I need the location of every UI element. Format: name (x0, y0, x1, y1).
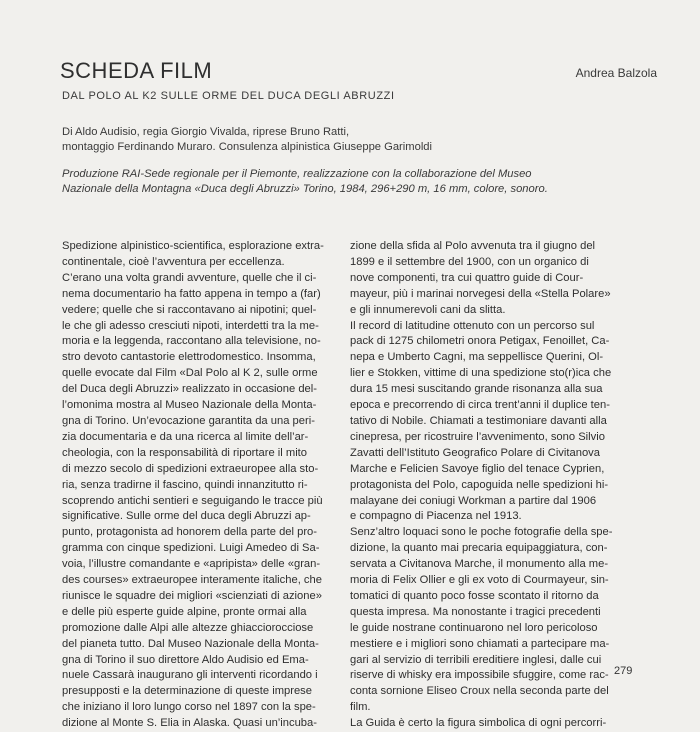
body-text-line: mestiere e i migliori sono chiamati a partecipare ma- (350, 637, 610, 650)
body-text-line: gna di Torino il suo direttore Aldo Audisio ed Ema- (62, 653, 309, 666)
body-text-line: ria, senza tradirne il fascino, quindi innanzitutto ri- (62, 478, 308, 491)
section-title: SCHEDA FILM (60, 58, 213, 83)
body-text-line: La Guida è certo la figura simbolica di ogni percorri- (350, 717, 607, 730)
body-text-line: mayeur, più i marinai norvegesi della «Stella Polare» (350, 287, 611, 300)
body-text-line: cheologia, con la responsabilità di riportare il mito (62, 446, 308, 459)
body-text-line: Spedizione alpinistico-scientifica, esplorazione extra- (62, 240, 324, 252)
body-text-line: protagonista del Polo, capoguida nelle spedizioni hi- (350, 478, 609, 491)
body-text-line: questa impresa. Ma nonostante i tragici precedenti (350, 605, 601, 618)
body-text-line: lier e Stokken, vittime di una spedizione sto(r)ica che (350, 367, 612, 380)
body-text-line: quelle evocate dal Film «Dal Polo al K 2, sulle orme (62, 367, 318, 380)
credits-line: montaggio Ferdinando Muraro. Consulenza alpinistica Giuseppe Garimoldi (62, 141, 433, 153)
body-text-line: gna di Torino. Un’evocazione garantita da una peri- (62, 414, 315, 427)
body-text-line: cinepresa, per ricostruire l’avvenimento, sono Silvio (350, 430, 605, 443)
body-text-line: riserve di whisky era impossibile sfuggire, come rac- (350, 669, 609, 682)
body-text-line: stro devoto cantastorie elettrodomestico. Insomma, (62, 351, 316, 364)
body-text-line: punto, protagonista ad honorem della parte del pro- (62, 526, 317, 539)
body-text-line: zione della sfida al Polo avvenuta tra il giugno del (350, 240, 596, 252)
body-text-line: che iniziano il loro lungo corso nel 1897 con la spe- (62, 701, 316, 714)
body-text-line: di mezzo secolo di spedizioni extraeuropee alla sto- (62, 462, 319, 475)
body-text-line: dizione al Monte S. Elia in Alaska. Quasi un’incuba- (62, 717, 317, 730)
body-text-line: C’erano una volta grandi avventure, quelle che il ci- (62, 271, 317, 284)
author-name: Andrea Balzola (575, 66, 657, 80)
body-text-line: promozione dalle Alpi alle altezze ghiacciorocciose (62, 621, 314, 634)
body-text-line: malayane dei coniugi Workman a partire dal 1906 (350, 494, 597, 507)
page-number: 279 (614, 665, 633, 677)
film-credits (62, 125, 662, 155)
body-text-line: e delle più esperte guide alpine, pronte ormai alla (62, 605, 307, 618)
body-text-line: 1899 e il settembre del 1900, con un organico di (350, 255, 589, 268)
body-text-line: gari al servizio di terribili ereditiere inglesi, dalle cui (350, 653, 602, 666)
body-text-line: presupposti e la determinazione di queste imprese (62, 685, 312, 698)
body-text-line: nuele Cassarà inaugurano gli interventi ricordando i (62, 669, 318, 682)
body-text-line: gramma con cinque spedizioni. Luigi Amedeo di Sa- (62, 542, 320, 555)
body-text-line: l’omonima mostra al Museo Nazionale della Monta- (62, 399, 317, 412)
body-text-line: significative. Sulle orme del duca degli Abruzzi ap- (62, 510, 311, 523)
body-text-line: e compagno di Piacenza nel 1913. (350, 510, 522, 523)
body-text-line: le che gli adesso cresciuti nipoti, interdetti tra la me- (62, 319, 319, 332)
body-text-line: Il record di latitudine ottenuto con un percorso sul (350, 319, 595, 332)
body-text-line: del Duca degli Abruzzi» realizzato in occasione del- (62, 383, 317, 396)
production-info (62, 167, 662, 197)
body-text-line: del pianeta tutto. Dal Museo Nazionale della Monta- (62, 637, 319, 650)
body-text-line: des courses» extraeuropee interamente italiche, che (62, 574, 322, 587)
production-line: Produzione RAI-Sede regionale per il Piemonte, realizzazione con la collaborazione del Museo (62, 168, 532, 180)
body-text-line: nepa e Umberto Cagni, ma seppellisce Querini, Ol- (350, 351, 604, 364)
body-text-line: scoprendo antichi sentieri e seguigando le tracce più (62, 494, 323, 507)
body-text-line: dura 15 mesi suscitando grande risonanza alla sua (350, 383, 603, 396)
body-text-line: voia, l’illustre comandante e «apripista» delle «gran- (62, 558, 321, 571)
body-text-line: dizione, la quanto mai precaria equipaggiatura, con- (350, 542, 608, 555)
body-text-line: conta sornione Eliseo Croux nella seconda parte del (350, 685, 609, 698)
body-text-line: servata a Civitanova Marche, il monumento alla me- (350, 558, 609, 571)
production-line: Nazionale della Montagna «Duca degli Abruzzi» Torino, 1984, 296+290 m, 16 mm, colore, sonoro. (62, 183, 548, 195)
body-text-line: riunisce le squadre dei migliori «scienziati di azione» (62, 589, 322, 602)
body-column-left (62, 239, 350, 732)
body-text-line: nove componenti, tra cui quattro guide di Cour- (350, 271, 584, 284)
film-title: DAL POLO AL K2 SULLE ORME DEL DUCA DEGLI ABRUZZI (62, 90, 395, 102)
body-text-line: continentale, cioè l’avventura per eccellenza. (62, 255, 285, 268)
body-text-line: film. (350, 701, 371, 714)
body-text-line: nema documentario ha fatto appena in tempo a (far) (62, 287, 321, 300)
body-text-line: tativo di Nobile. Chiamati a testimoniare davanti alla (350, 414, 607, 427)
body-text-line: zia documentaria e da una ricerca al limite dell’ar- (62, 430, 309, 443)
body-text-line: pack di 1275 chilometri onora Petigax, Fenoillet, Ca- (350, 335, 610, 348)
body-text-line: le guide nostrane continuarono nel loro pericoloso (350, 621, 598, 634)
body-text-line: Marche e Felicien Savoye figlio del tenace Cyprien, (350, 462, 605, 475)
body-text-line: moria e la leggenda, raccontano alla televisione, no- (62, 335, 321, 348)
body-text-line: moria di Felix Ollier e gli ex voto di Courmayeur, sin- (350, 574, 609, 587)
body-text-line: tomatici di quanto poco fosse scontato il ritorno da (350, 589, 599, 602)
body-text-line: Senz’altro loquaci sono le poche fotografie della spe- (350, 526, 613, 539)
body-text-line: epoca e precorrendo di circa trent’anni il duplice ten- (350, 399, 610, 412)
body-text-line: e gli innumerevoli cani da slitta. (350, 303, 506, 316)
body-column-right (350, 239, 642, 732)
credits-line: Di Aldo Audisio, regia Giorgio Vivalda, riprese Bruno Ratti, (62, 126, 350, 138)
body-text-line: vedere; quelle che si raccontavano ai nipotini; quel- (62, 303, 317, 316)
body-text-line: Zavatti dell’Istituto Geografico Polare di Civitanova (350, 446, 600, 459)
